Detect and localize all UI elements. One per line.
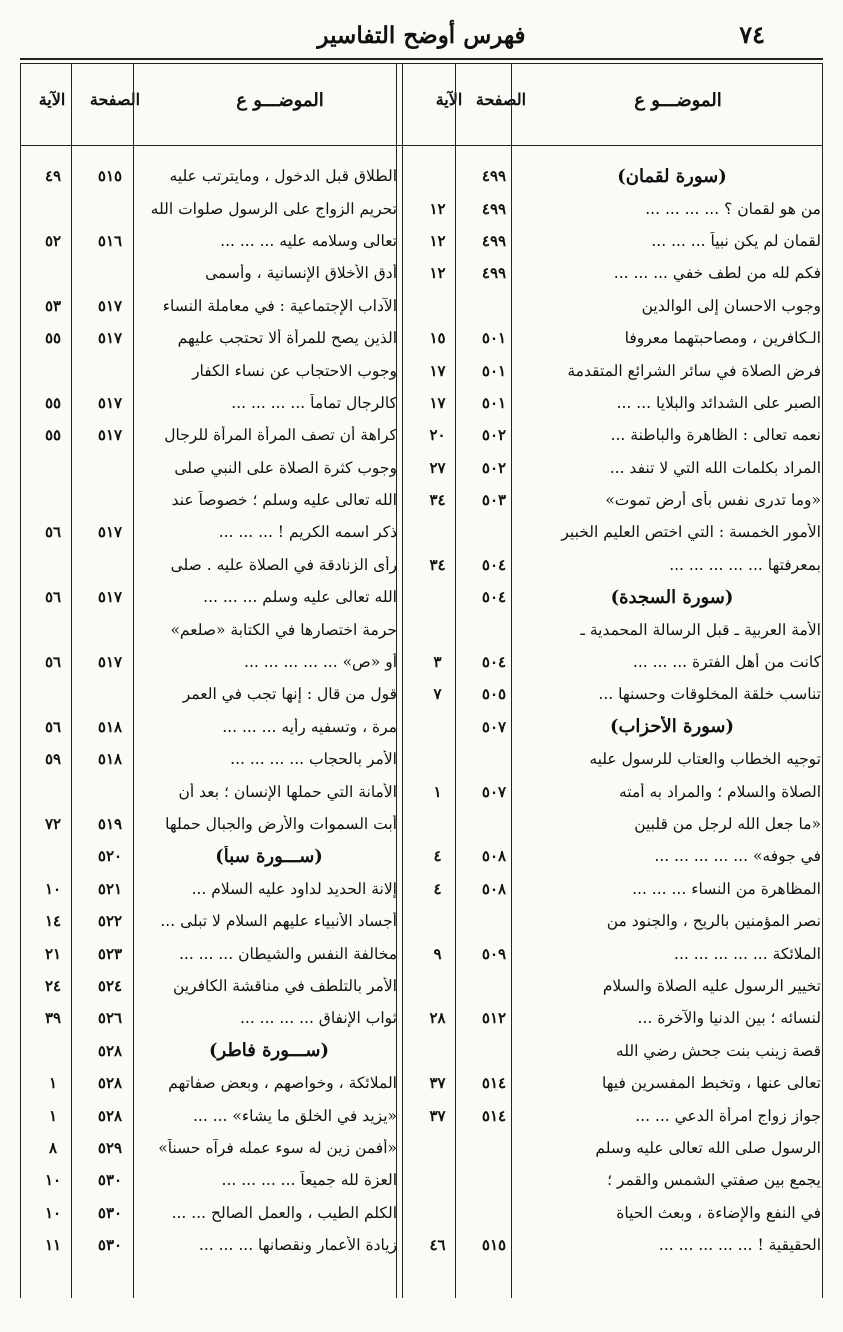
entry-topic: «ما جعل الله لرجل من قلبين xyxy=(634,815,821,833)
index-entry-row xyxy=(22,581,397,613)
index-entry-row xyxy=(22,1067,397,1099)
entry-verse-number: ١٢ xyxy=(429,264,446,283)
entry-topic: ذكر اسمه الكريم ! ... ... ... xyxy=(218,523,397,542)
index-entry-row xyxy=(22,775,397,807)
entry-page-number: ٥٠١ xyxy=(481,329,507,348)
entry-verse-number: ٥٥ xyxy=(44,329,62,348)
entry-verse-number: ٨ xyxy=(48,1138,58,1157)
entry-topic: الصبر على الشدائد والبلايا ... ... xyxy=(616,393,821,412)
index-entry-row xyxy=(405,970,821,1002)
header-rule xyxy=(20,58,823,60)
running-title: فهرس أوضح التفاسير xyxy=(317,22,526,49)
entry-page-number: ٥١٤ xyxy=(481,1074,507,1093)
entry-page-number: ٥١٤ xyxy=(481,1106,507,1125)
index-entry-row xyxy=(405,387,821,419)
entry-topic: فكم لله من لطف خفي ... ... ... xyxy=(613,264,821,283)
index-entry-row xyxy=(405,808,821,840)
left-page-header: الصفحة xyxy=(89,90,141,109)
index-entry-row xyxy=(405,1164,821,1196)
entry-verse-number: ١ xyxy=(433,782,442,801)
index-entry-row xyxy=(22,1197,397,1229)
entry-verse-number: ٥٣ xyxy=(44,296,62,315)
entry-verse-number: ٣ xyxy=(433,653,442,672)
page-header xyxy=(20,14,823,58)
index-entry-row xyxy=(22,549,397,581)
entry-topic: الطلاق قبل الدخول ، ومايترتب عليه xyxy=(169,167,397,186)
index-entry-row xyxy=(405,1099,821,1131)
entry-verse-number: ٤٩ xyxy=(44,167,62,186)
entry-verse-number: ١٧ xyxy=(429,361,446,380)
entry-topic: الله تعالى عليه وسلم ؛ خصوصاً عند xyxy=(171,491,397,510)
right-topic-header: الموضـــو ع xyxy=(634,90,722,111)
surah-heading-row xyxy=(405,581,821,613)
entry-page-number: ٤٩٩ xyxy=(481,167,507,186)
index-entry-row xyxy=(22,225,397,257)
entry-page-number: ٥١٧ xyxy=(97,653,123,672)
surah-heading: (سورة السجدة) xyxy=(610,586,734,608)
entry-verse-number: ٢٧ xyxy=(429,458,446,477)
entry-topic: «يزيد في الخلق ما يشاء» ... ... xyxy=(192,1106,397,1125)
index-entry-row xyxy=(22,516,397,548)
index-entry-row xyxy=(22,743,397,775)
entry-page-number: ٥١٩ xyxy=(97,815,123,833)
entry-topic: الأمة العربية ـ قبل الرسالة المحمدية ـ xyxy=(580,620,821,639)
right-page-header: الصفحة xyxy=(475,90,527,109)
entry-page-number: ٥٠٨ xyxy=(481,879,507,898)
header-bottom-rule xyxy=(20,145,823,146)
entry-verse-number: ٢٨ xyxy=(429,1009,446,1028)
entry-page-number: ٥١٥ xyxy=(97,167,123,186)
entry-topic: كانت من أهل الفترة ... ... ... xyxy=(632,653,821,672)
entry-topic: الكلم الطيب ، والعمل الصالح ... ... xyxy=(171,1203,397,1222)
entry-page-number: ٥٠٤ xyxy=(481,653,507,672)
entry-verse-number: ١٥ xyxy=(429,329,446,348)
entry-page-number: ٥١٦ xyxy=(97,231,123,250)
entry-page-number: ٥١٥ xyxy=(481,1236,507,1255)
index-entry-row xyxy=(405,1035,821,1067)
index-entry-row xyxy=(22,1132,397,1164)
entry-topic: الأمر بالحجاب ... ... ... ... xyxy=(230,750,397,769)
entry-page-number: ٥١٧ xyxy=(97,523,123,542)
entry-topic: الله تعالى عليه وسلم ... ... ... xyxy=(203,588,397,607)
index-entry-row xyxy=(405,937,821,969)
entry-verse-number: ٥٦ xyxy=(44,653,62,672)
page-number: ٧٤ xyxy=(739,20,765,49)
entry-topic: الـكافرين ، ومصاحبتهما معروفا xyxy=(624,329,821,348)
entry-topic: المظاهرة من النساء ... ... ... xyxy=(632,879,821,898)
entry-page-number: ٥٠٧ xyxy=(481,782,507,801)
entry-topic: توجيه الخطاب والعتاب للرسول عليه xyxy=(589,750,821,769)
index-entry-row xyxy=(22,613,397,645)
index-entry-row xyxy=(405,354,821,386)
right-index-column xyxy=(405,160,821,1261)
entry-verse-number: ٥٦ xyxy=(44,588,62,607)
index-entry-row xyxy=(22,937,397,969)
index-entry-row xyxy=(22,322,397,354)
index-entry-row xyxy=(405,1132,821,1164)
entry-verse-number: ١٧ xyxy=(429,393,446,412)
entry-verse-number: ٤٦ xyxy=(429,1236,446,1255)
index-entry-row xyxy=(405,1197,821,1229)
index-entry-row xyxy=(22,678,397,710)
entry-page-number: ٥٢٠ xyxy=(97,847,123,866)
index-entry-row xyxy=(22,905,397,937)
entry-verse-number: ١١ xyxy=(44,1236,62,1255)
surah-heading-row xyxy=(22,1035,397,1067)
entry-page-number: ٥٠٢ xyxy=(481,458,507,477)
index-entry-row xyxy=(22,290,397,322)
index-entry-row xyxy=(22,970,397,1002)
entry-topic: الحقيقية ! ... ... ... ... ... xyxy=(658,1236,821,1255)
entry-page-number: ٥١٧ xyxy=(97,329,123,348)
entry-topic: في النفع والإضاءة ، وبعث الحياة xyxy=(616,1203,821,1222)
index-entry-row xyxy=(405,873,821,905)
entry-verse-number: ١٠ xyxy=(44,879,62,898)
entry-topic: لنسائه ؛ بين الدنيا والآخرة ... xyxy=(637,1009,821,1028)
entry-topic: جواز زواج امرأة الدعي ... ... xyxy=(635,1106,821,1125)
entry-verse-number: ٩ xyxy=(433,944,442,963)
entry-topic: تعالى عنها ، وتخبط المفسرين فيها xyxy=(601,1074,821,1093)
entry-topic: بمعرفتها ... ... ... ... ... xyxy=(669,555,821,574)
entry-verse-number: ١٠ xyxy=(44,1203,62,1222)
index-entry-row xyxy=(22,257,397,289)
surah-heading-row xyxy=(405,711,821,743)
outer-rule-left xyxy=(20,63,21,1298)
entry-verse-number: ٣٤ xyxy=(429,491,446,510)
entry-topic: كراهة أن تصف المرأة المرأة للرجال xyxy=(164,426,397,445)
entry-topic: تحريم الزواج على الرسول صلوات الله xyxy=(150,199,397,218)
entry-topic: وجوب كثرة الصلاة على النبي صلى xyxy=(174,458,397,477)
entry-topic: «أفمن زين له سوء عمله فرآه حسناً» xyxy=(158,1138,397,1157)
entry-page-number: ٥٠٣ xyxy=(481,491,507,510)
left-verse-header: الآية xyxy=(38,90,66,109)
entry-topic: من هو لقمان ؟ ... ... ... ... xyxy=(645,199,821,218)
entry-page-number: ٥١٨ xyxy=(97,750,123,769)
entry-page-number: ٥٢٩ xyxy=(97,1138,123,1157)
center-rule-b xyxy=(402,63,403,1298)
index-entry-row xyxy=(22,419,397,451)
surah-heading: (ســـورة سبأ) xyxy=(215,845,323,867)
outer-rule-right xyxy=(822,63,823,1298)
entry-verse-number: ٥٦ xyxy=(44,523,62,542)
entry-page-number: ٥٠١ xyxy=(481,361,507,380)
entry-page-number: ٥٣٠ xyxy=(97,1171,123,1190)
entry-topic: وجوب الاحتجاب عن نساء الكفار xyxy=(192,361,397,380)
index-entry-row xyxy=(22,192,397,224)
surah-heading: (سورة الأحزاب) xyxy=(609,716,735,738)
entry-topic: حرمة اختصارها في الكتابة «صلعم» xyxy=(170,620,397,639)
entry-verse-number: ٤ xyxy=(433,847,442,866)
entry-page-number: ٥١٧ xyxy=(97,393,123,412)
entry-topic: أو «ص» ... ... ... ... ... xyxy=(244,653,397,672)
entry-verse-number: ٢١ xyxy=(44,944,62,963)
index-entry-row xyxy=(405,743,821,775)
index-entry-row xyxy=(405,452,821,484)
index-entry-row xyxy=(405,775,821,807)
entry-page-number: ٥١٧ xyxy=(97,588,123,607)
entry-topic: يجمع بين صفتي الشمس والقمر ؛ xyxy=(607,1171,821,1190)
entry-verse-number: ٤ xyxy=(433,879,442,898)
entry-verse-number: ٧ xyxy=(433,685,442,704)
entry-topic: إلانة الحديد لداود عليه السلام ... xyxy=(191,879,397,898)
index-entry-row xyxy=(405,840,821,872)
entry-topic: الرسول صلى الله تعالى عليه وسلم xyxy=(595,1138,821,1157)
entry-topic: الأمانة التي حملها الإنسان ؛ بعد أن xyxy=(178,782,397,801)
entry-topic: أدق الأخلاق الإنسانية ، وأسمى xyxy=(205,264,397,283)
surah-heading-row xyxy=(22,840,397,872)
entry-verse-number: ٣٤ xyxy=(429,555,446,574)
index-entry-row xyxy=(22,354,397,386)
entry-topic: رأى الزنادقة في الصلاة عليه . صلى xyxy=(170,555,397,574)
index-entry-row xyxy=(405,1067,821,1099)
entry-verse-number: ٥٦ xyxy=(44,717,62,736)
entry-topic: نصر المؤمنين بالريح ، والجنود من xyxy=(606,912,821,931)
entry-verse-number: ٧٢ xyxy=(44,815,62,833)
entry-topic: تناسب خلقة المخلوقات وحسنها ... xyxy=(598,685,821,704)
entry-page-number: ٥٠٤ xyxy=(481,555,507,574)
entry-verse-number: ٢٤ xyxy=(44,976,62,995)
entry-page-number: ٥٠٨ xyxy=(481,847,507,866)
entry-topic: المراد بكلمات الله التي لا تنفد ... xyxy=(609,458,821,477)
entry-page-number: ٥٢٤ xyxy=(97,976,123,995)
entry-page-number: ٥٠٧ xyxy=(481,717,507,736)
index-entry-row xyxy=(22,808,397,840)
index-entry-row xyxy=(405,225,821,257)
entry-page-number: ٥١٨ xyxy=(97,717,123,736)
entry-page-number: ٥٢٨ xyxy=(97,1106,123,1125)
entry-verse-number: ٢٠ xyxy=(429,426,446,445)
entry-verse-number: ٣٧ xyxy=(429,1106,446,1125)
index-entry-row xyxy=(405,1002,821,1034)
entry-topic: الأمر بالتلطف في مناقشة الكافرين xyxy=(172,976,397,995)
entry-page-number: ٥٠٢ xyxy=(481,426,507,445)
entry-topic: قول من قال : إنها تجب في العمر xyxy=(182,685,397,704)
entry-page-number: ٥٠٥ xyxy=(481,685,507,704)
entry-page-number: ٥٢٢ xyxy=(97,912,123,931)
entry-verse-number: ١٠ xyxy=(44,1171,62,1190)
entry-page-number: ٥٠٤ xyxy=(481,588,507,607)
index-entry-row xyxy=(22,711,397,743)
entry-verse-number: ٥٥ xyxy=(44,393,62,412)
index-entry-row xyxy=(22,1164,397,1196)
entry-verse-number: ١٤ xyxy=(44,912,62,931)
entry-page-number: ٥٣٠ xyxy=(97,1203,123,1222)
entry-topic: أجساد الأنبياء عليهم السلام لا تبلى ... xyxy=(160,912,397,931)
entry-verse-number: ٥٢ xyxy=(44,231,62,250)
index-entry-row xyxy=(22,646,397,678)
index-entry-row xyxy=(405,484,821,516)
entry-verse-number: ٥٩ xyxy=(44,750,62,769)
entry-page-number: ٥٢٣ xyxy=(97,944,123,963)
header-rule-thin xyxy=(20,63,823,64)
surah-heading: (ســـورة فاطر) xyxy=(209,1040,329,1062)
entry-topic: تعالى وسلامه عليه ... ... ... xyxy=(220,231,397,250)
entry-page-number: ٥٣٠ xyxy=(97,1236,123,1255)
entry-topic: ثواب الإنفاق ... ... ... ... xyxy=(239,1009,397,1028)
index-entry-row xyxy=(405,192,821,224)
entry-topic: «وما تدرى نفس بأى أرض تموت» xyxy=(605,491,821,510)
index-entry-row xyxy=(22,1229,397,1261)
index-entry-row xyxy=(405,678,821,710)
entry-page-number: ٥٢١ xyxy=(97,879,123,898)
entry-page-number: ٥٢٦ xyxy=(97,1009,123,1028)
entry-topic: قصة زينب بنت جحش رضي الله xyxy=(615,1041,821,1060)
surah-heading: (سورة لقمان) xyxy=(617,165,727,187)
entry-topic: نعمه تعالى : الظاهرة والباطنة ... xyxy=(610,426,821,445)
index-entry-row xyxy=(405,549,821,581)
index-entry-row xyxy=(22,484,397,516)
index-entry-row xyxy=(405,419,821,451)
entry-topic: العزة لله جميعاً ... ... ... ... xyxy=(221,1171,397,1190)
entry-topic: في جوفه» ... ... ... ... ... xyxy=(654,847,821,866)
index-entry-row xyxy=(405,613,821,645)
entry-topic: الملائكة ... ... ... ... ... xyxy=(674,944,821,963)
index-entry-row xyxy=(405,290,821,322)
index-entry-row xyxy=(405,1229,821,1261)
entry-topic: مرة ، وتسفيه رأيه ... ... ... xyxy=(222,717,397,736)
entry-verse-number: ١٢ xyxy=(429,231,446,250)
entry-topic: وجوب الاحسان إلى الوالدين xyxy=(641,296,821,315)
right-verse-header: الآية xyxy=(435,90,463,109)
entry-page-number: ٥٠٩ xyxy=(481,944,507,963)
entry-topic: مخالفة النفس والشيطان ... ... ... xyxy=(178,944,397,963)
entry-page-number: ٥٢٨ xyxy=(97,1041,123,1060)
entry-topic: الأمور الخمسة : التي اختص العليم الخبير xyxy=(561,523,821,542)
entry-verse-number: ١٢ xyxy=(429,199,446,218)
entry-verse-number: ٥٥ xyxy=(44,426,62,445)
entry-page-number: ٥٢٨ xyxy=(97,1074,123,1093)
index-entry-row xyxy=(22,452,397,484)
entry-page-number: ٤٩٩ xyxy=(481,264,507,283)
index-entry-row xyxy=(405,257,821,289)
entry-topic: أبت السموات والأرض والجبال حملها xyxy=(165,815,397,833)
entry-topic: الملائكة ، وخواصهم ، وبعض صفاتهم xyxy=(168,1074,397,1093)
index-entry-row xyxy=(405,646,821,678)
entry-verse-number: ١ xyxy=(48,1106,58,1125)
entry-page-number: ٥٠١ xyxy=(481,393,507,412)
entry-topic: زيادة الأعمار ونقصانها ... ... ... xyxy=(198,1236,397,1255)
entry-topic: تخيير الرسول عليه الصلاة والسلام xyxy=(602,976,821,995)
entry-page-number: ٥١٢ xyxy=(481,1009,507,1028)
surah-heading-row xyxy=(405,160,821,192)
index-entry-row xyxy=(22,387,397,419)
entry-verse-number: ١ xyxy=(48,1074,58,1093)
entry-page-number: ٥١٧ xyxy=(97,426,123,445)
entry-page-number: ٤٩٩ xyxy=(481,231,507,250)
entry-page-number: ٥١٧ xyxy=(97,296,123,315)
entry-verse-number: ٣٧ xyxy=(429,1074,446,1093)
index-entry-row xyxy=(22,1099,397,1131)
index-entry-row xyxy=(405,905,821,937)
index-entry-row xyxy=(22,1002,397,1034)
entry-topic: كالرجال تماماً ... ... ... ... xyxy=(231,393,397,412)
entry-topic: فرض الصلاة في سائر الشرائع المتقدمة xyxy=(567,361,821,380)
entry-topic: الذين يصح للمرأة ألا تحتجب عليهم xyxy=(177,329,397,348)
left-topic-header: الموضـــو ع xyxy=(236,90,324,111)
entry-topic: لقمان لم يكن نبياً ... ... ... xyxy=(651,231,821,250)
entry-verse-number: ٣٩ xyxy=(44,1009,62,1028)
index-entry-row xyxy=(22,873,397,905)
index-entry-row xyxy=(405,516,821,548)
entry-topic: الآداب الإجتماعية : في معاملة النساء xyxy=(162,296,397,315)
left-index-column xyxy=(22,160,397,1261)
index-entry-row xyxy=(22,160,397,192)
entry-page-number: ٤٩٩ xyxy=(481,199,507,218)
entry-topic: الصلاة والسلام ؛ والمراد به أمته xyxy=(618,782,821,801)
index-entry-row xyxy=(405,322,821,354)
